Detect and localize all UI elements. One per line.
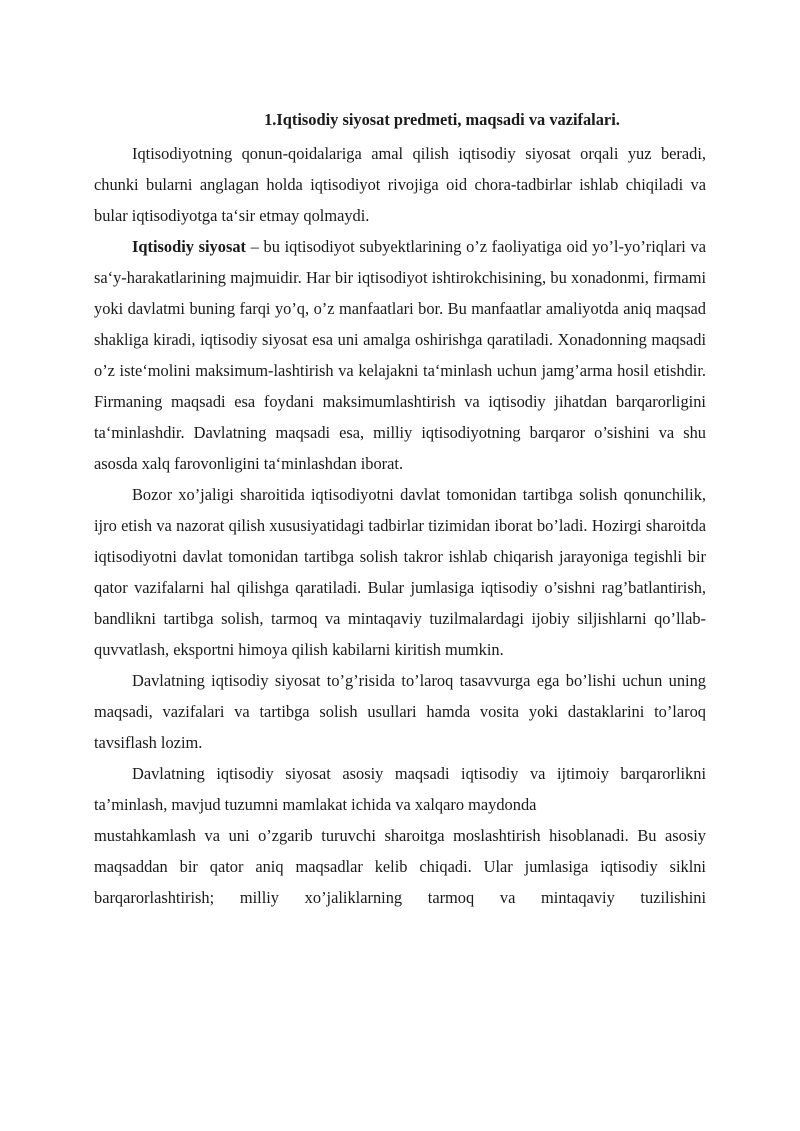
page-title: 1.Iqtisodiy siyosat predmeti, maqsadi va vazifalari. xyxy=(264,110,620,129)
definition-text: – bu iqtisodiyot subyektlarining o’z faoliyatiga oid yo’l-yo’riqlari va sa‘y-harakatlarining majmuidir. Har bir iqtisodiyot ishtirokchisining, bu xonadonmi, firmami yoki davlatmi buning farqi yo’q, o’z manfaatlari bor. Bu manfaatlar amaliyotda aniq maqsad shakliga kiradi, iqtisodiy siyosat esa uni amalga oshirishga qaratiladi. Xonadonning maqsadi o’z iste‘molini maksimum-lashtirish va kelajakni ta‘minlash uchun jamg’arma hosil etishdir. Firmaning maqsadi esa foydani maksimumlashtirish va iqtisodiy jihatdan barqarorligini ta‘minlashdir. Davlatning maqsadi esa, milliy iqtisodiyotning barqaror o’sishini va shu asosda xalq farovonligini ta‘minlashdan iborat. xyxy=(94,237,706,473)
paragraph-intro: Iqtisodiyotning qonun-qoidalariga amal qilish iqtisodiy siyosat orqali yuz beradi, chunki bularni anglagan holda iqtisodiyot rivojiga oid chora-tadbirlar ishlab chiqiladi va bular iqtisodiyotga ta‘sir etmay qolmaydi. xyxy=(94,144,706,225)
term-economic-policy: Iqtisodiy siyosat xyxy=(132,237,246,256)
paragraph-definition xyxy=(94,231,706,479)
paragraph-main-goal: Davlatning iqtisodiy siyosat asosiy maqsadi iqtisodiy va ijtimoiy barqarorlikni ta’minlash, mavjud tuzumni mamlakat ichida va xalqaro maydonda xyxy=(94,764,706,814)
paragraph-state-policy: Davlatning iqtisodiy siyosat to’g’risida to’laroq tasavvurga ega bo’lishi uchun uning maqsadi, vazifalari va tartibga solish usullari hamda vosita yoki dastaklarini to’laroq tavsiflash lozim. xyxy=(94,671,706,752)
paragraph-continuation: mustahkamlash va uni o’zgarib turuvchi sharoitga moslashtirish hisoblanadi. Bu asosiy maqsaddan bir qator aniq maqsadlar kelib chiqadi. Ular jumlasiga iqtisodiy siklni barqarorlashtirish; milliy xo’jaliklarning tarmoq va mintaqaviy tuzilishini xyxy=(94,826,706,907)
document-page xyxy=(94,106,706,913)
paragraph-market-regulation: Bozor xo’jaligi sharoitida iqtisodiyotni davlat tomonidan tartibga solish qonunchilik, ijro etish va nazorat qilish xususiyatidagi tadbirlar tizimidan iborat bo’ladi. Hozirgi sharoitda iqtisodiyotni davlat tomonidan tartibga solish takror ishlab chiqarish jarayoniga tegishli bir qator vazifalarni hal qilishga qaratiladi. Bular jumlasiga iqtisodiy o’sishni rag’batlantirish, bandlikni tartibga solish, tarmoq va mintaqaviy tuzilmalardagi ijobiy siljishlarni qo’llab-quvvatlash, eksportni himoya qilish kabilarni kiritish mumkin. xyxy=(94,485,706,659)
